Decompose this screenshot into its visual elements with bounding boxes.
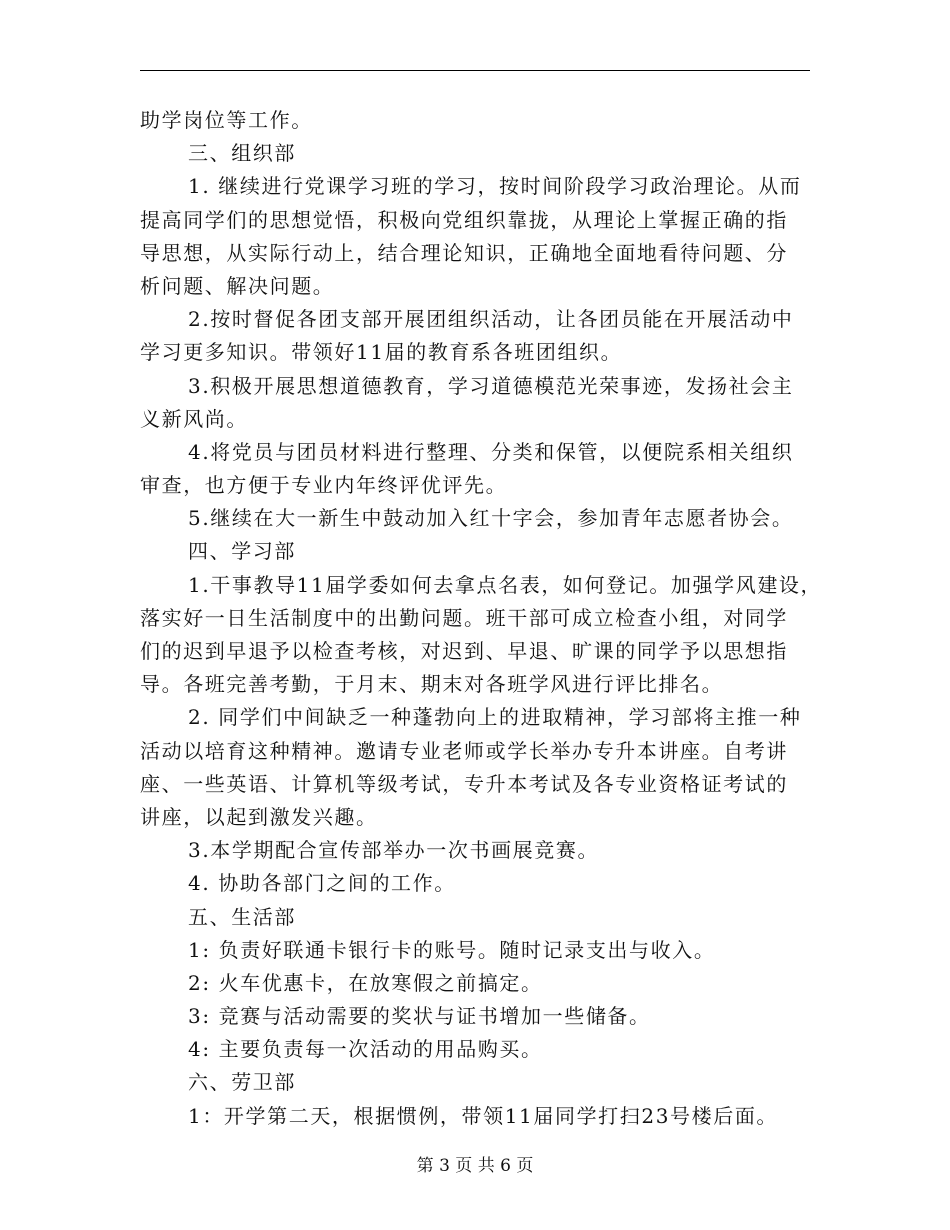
text-line: 1: 负责好联通卡银行卡的账号。随时记录支出与收入。 — [188, 937, 716, 962]
text-line: 4. 协助各部门之间的工作。 — [188, 871, 456, 896]
text-line: 2.按时督促各团支部开展团组织活动，让各团员能在开展活动中 — [188, 307, 794, 332]
text-line: 六、劳卫部 — [188, 1070, 296, 1095]
text-line: 2: 火车优惠卡，在放寒假之前搞定。 — [188, 970, 543, 995]
text-line: 活动以培育这种精神。邀请专业老师或学长举办专升本讲座。自考讲 — [140, 738, 788, 763]
text-line: 1. 继续进行党课学习班的学习，按时间阶段学习政治理论。从而 — [188, 174, 802, 199]
text-line: 4.将党员与团员材料进行整理、分类和保管，以便院系相关组织 — [188, 439, 794, 464]
text-line: 析问题、解决问题。 — [140, 273, 335, 298]
text-line: 3: 竞赛与活动需要的奖状与证书增加一些储备。 — [188, 1004, 651, 1029]
text-line: 座、一些英语、计算机等级考试，专升本考试及各专业资格证考试的 — [140, 771, 788, 796]
page-footer: 第 3 页 共 6 页 — [416, 1156, 534, 1176]
text-line: 三、组织部 — [188, 141, 296, 166]
text-line: 导思想，从实际行动上，结合理论知识，正确地全面地看待问题、分 — [140, 240, 788, 265]
text-line: 落实好一日生活制度中的出勤问题。班干部可成立检查小组，对同学 — [140, 605, 788, 630]
text-line: 导。各班完善考勤，于月末、期末对各班学风进行评比排名。 — [140, 672, 724, 697]
text-line: 四、学习部 — [188, 539, 296, 564]
text-line: 们的迟到早退予以检查考核，对迟到、早退、旷课的同学予以思想指 — [140, 639, 788, 663]
document-body — [140, 104, 823, 1133]
text-line: 提高同学们的思想觉悟，积极向党组织靠拢，从理论上掌握正确的指 — [140, 207, 788, 232]
header-rule — [140, 70, 810, 71]
text-line: 4: 主要负责每一次活动的用品购买。 — [188, 1037, 543, 1062]
text-line: 审查，也方便于专业内年终评优评先。 — [140, 473, 508, 498]
text-line: 讲座，以起到激发兴趣。 — [140, 804, 378, 829]
text-line: 义新风尚。 — [140, 406, 248, 431]
text-line: 学习更多知识。带领好11届的教育系各班团组织。 — [140, 340, 623, 365]
text-line: 2. 同学们中间缺乏一种蓬勃向上的进取精神，学习部将主推一种 — [188, 705, 802, 730]
text-line: 助学岗位等工作。 — [140, 108, 313, 132]
text-line: 1.干事教导11届学委如何去拿点名表，如何登记。加强学风建设， — [188, 572, 823, 597]
text-line: 3.本学期配合宣传部举办一次书画展竞赛。 — [188, 838, 600, 863]
text-line: 五、生活部 — [188, 904, 296, 929]
text-line: 5.继续在大一新生中鼓动加入红十字会，参加青年志愿者协会。 — [188, 506, 794, 531]
text-line: 3.积极开展思想道德教育，学习道德模范光荣事迹，发扬社会主 — [188, 373, 794, 398]
text-line: 1：开学第二天，根据惯例，带领11届同学打扫23号楼后面。 — [188, 1103, 779, 1128]
